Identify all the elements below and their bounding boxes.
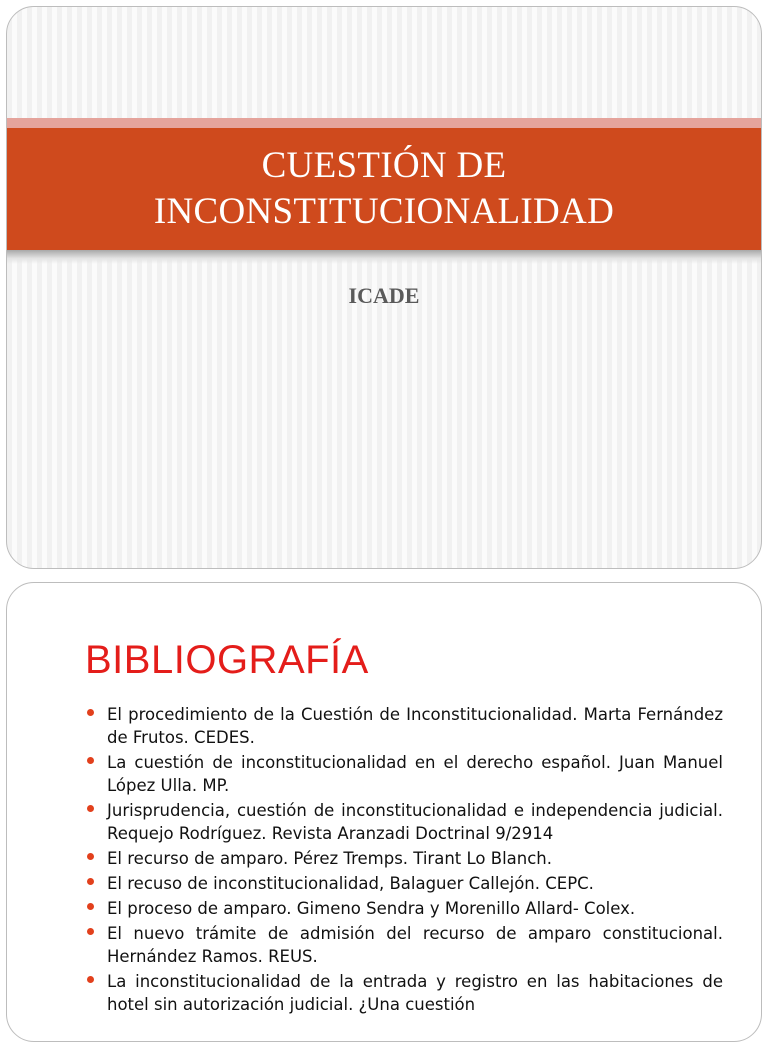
slide-title [154, 143, 614, 235]
list-item [87, 847, 723, 870]
title-line-2: INCONSTITUCIONALIDAD [153, 191, 615, 232]
list-item [87, 751, 723, 797]
bibliography-list [87, 703, 723, 1018]
title-line-1: CUESTIÓN DE [261, 145, 507, 186]
list-item-text: Jurisprudencia, cuestión de inconstitucionalidad e independencia judicial. Requejo Rodríguez. Revista Aranzadi Doctrinal 9/2914 [107, 801, 723, 843]
bullet-icon [87, 976, 94, 983]
bullet-icon [87, 805, 94, 812]
list-item-text: El recuso de inconstitucionalidad, Balaguer Callejón. CEPC. [107, 874, 594, 893]
slide-subtitle: ICADE [348, 283, 420, 308]
list-item-text: El nuevo trámite de admisión del recurso de amparo constitucional. Hernández Ramos. REUS. [107, 924, 723, 966]
list-item-text: La inconstitucionalidad de la entrada y registro en las habitaciones de hotel sin autorización judicial. ¿Una cuestión [107, 972, 723, 1014]
list-item [87, 703, 723, 749]
bibliography-slide [6, 582, 762, 1042]
title-band [7, 128, 761, 250]
list-item [87, 799, 723, 845]
bullet-icon [87, 853, 94, 860]
list-item [87, 872, 723, 895]
list-item-text: La cuestión de inconstitucionalidad en el derecho español. Juan Manuel López Ulla. MP. [107, 753, 723, 795]
title-slide [6, 6, 762, 569]
list-item-text: El procedimiento de la Cuestión de Inconstitucionalidad. Marta Fernández de Frutos. CEDES. [107, 705, 723, 747]
bullet-icon [87, 878, 94, 885]
bibliography-heading: BIBLIOGRAFÍA [85, 638, 369, 682]
bullet-icon [87, 757, 94, 764]
bullet-icon [87, 709, 94, 716]
list-item [87, 970, 723, 1016]
list-item [87, 922, 723, 968]
accent-strip [7, 118, 761, 128]
bullet-icon [87, 903, 94, 910]
list-item [87, 897, 723, 920]
band-shadow [7, 250, 761, 264]
list-item-text: El recurso de amparo. Pérez Tremps. Tirant Lo Blanch. [107, 849, 552, 868]
bullet-icon [87, 928, 94, 935]
list-item-text: El proceso de amparo. Gimeno Sendra y Morenillo Allard- Colex. [107, 899, 636, 918]
